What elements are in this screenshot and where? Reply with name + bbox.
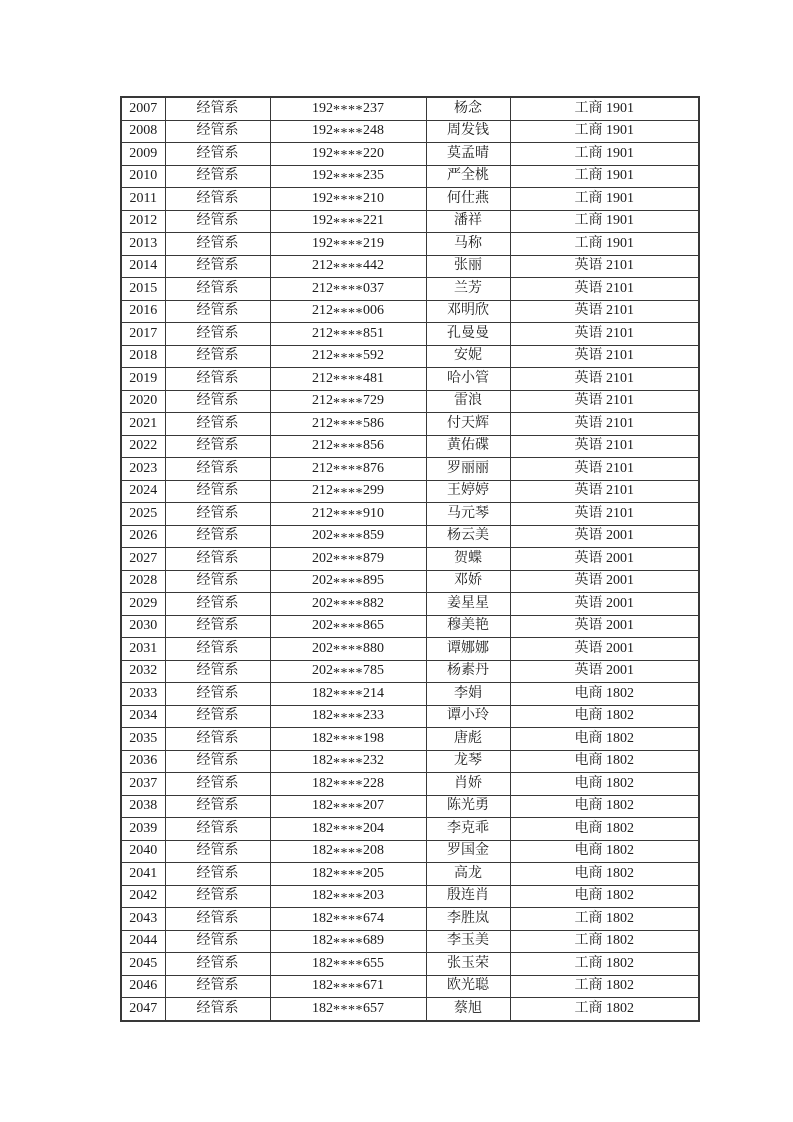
cell-department: 经管系 <box>165 975 270 998</box>
cell-index: 2032 <box>121 660 165 683</box>
cell-index: 2017 <box>121 323 165 346</box>
cell-student-id: 192****219 <box>270 233 426 256</box>
masked-digits: **** <box>333 598 363 614</box>
masked-digits: **** <box>333 125 363 141</box>
masked-digits: **** <box>333 328 363 344</box>
cell-department: 经管系 <box>165 750 270 773</box>
cell-class: 英语 2101 <box>510 458 699 481</box>
table-row <box>121 998 699 1021</box>
cell-class: 英语 2001 <box>510 593 699 616</box>
cell-student-id: 182****657 <box>270 998 426 1021</box>
student-roster-table <box>120 96 700 1022</box>
cell-name: 雷浪 <box>426 390 510 413</box>
cell-index: 2019 <box>121 368 165 391</box>
cell-student-id: 182****674 <box>270 908 426 931</box>
cell-student-id: 182****203 <box>270 885 426 908</box>
cell-department: 经管系 <box>165 143 270 166</box>
masked-digits: **** <box>333 170 363 186</box>
table-row <box>121 188 699 211</box>
cell-name: 付天辉 <box>426 413 510 436</box>
masked-digits: **** <box>333 710 363 726</box>
cell-index: 2046 <box>121 975 165 998</box>
cell-class: 英语 2101 <box>510 503 699 526</box>
masked-digits: **** <box>333 283 363 299</box>
table-row <box>121 773 699 796</box>
masked-digits: **** <box>333 935 363 951</box>
cell-student-id: 212****910 <box>270 503 426 526</box>
cell-department: 经管系 <box>165 930 270 953</box>
masked-digits: **** <box>333 148 363 164</box>
table-row <box>121 413 699 436</box>
table-row <box>121 368 699 391</box>
table-row <box>121 975 699 998</box>
cell-index: 2040 <box>121 840 165 863</box>
cell-class: 英语 2001 <box>510 570 699 593</box>
table-row <box>121 885 699 908</box>
masked-digits: **** <box>333 508 363 524</box>
cell-class: 英语 2001 <box>510 660 699 683</box>
cell-index: 2030 <box>121 615 165 638</box>
cell-student-id: 182****228 <box>270 773 426 796</box>
table-row <box>121 255 699 278</box>
masked-digits: **** <box>333 1003 363 1019</box>
masked-digits: **** <box>333 305 363 321</box>
cell-index: 2039 <box>121 818 165 841</box>
cell-class: 工商 1901 <box>510 233 699 256</box>
cell-student-id: 182****204 <box>270 818 426 841</box>
cell-department: 经管系 <box>165 998 270 1021</box>
cell-index: 2033 <box>121 683 165 706</box>
cell-index: 2041 <box>121 863 165 886</box>
masked-digits: **** <box>333 260 363 276</box>
cell-department: 经管系 <box>165 165 270 188</box>
cell-class: 工商 1802 <box>510 975 699 998</box>
cell-class: 英语 2001 <box>510 548 699 571</box>
cell-index: 2016 <box>121 300 165 323</box>
cell-class: 工商 1901 <box>510 165 699 188</box>
cell-student-id: 212****876 <box>270 458 426 481</box>
cell-name: 杨念 <box>426 97 510 120</box>
cell-department: 经管系 <box>165 840 270 863</box>
cell-department: 经管系 <box>165 705 270 728</box>
masked-digits: **** <box>333 193 363 209</box>
cell-department: 经管系 <box>165 368 270 391</box>
table-row <box>121 683 699 706</box>
table-row <box>121 233 699 256</box>
cell-student-id: 182****671 <box>270 975 426 998</box>
cell-name: 孔曼曼 <box>426 323 510 346</box>
table-row <box>121 750 699 773</box>
cell-index: 2023 <box>121 458 165 481</box>
cell-student-id: 182****689 <box>270 930 426 953</box>
cell-student-id: 182****198 <box>270 728 426 751</box>
masked-digits: **** <box>333 215 363 231</box>
cell-student-id: 212****481 <box>270 368 426 391</box>
table-row <box>121 728 699 751</box>
cell-index: 2042 <box>121 885 165 908</box>
cell-name: 黄佑碟 <box>426 435 510 458</box>
cell-index: 2037 <box>121 773 165 796</box>
table-row <box>121 323 699 346</box>
cell-class: 电商 1802 <box>510 885 699 908</box>
cell-name: 龙琴 <box>426 750 510 773</box>
table-row <box>121 638 699 661</box>
cell-student-id: 182****214 <box>270 683 426 706</box>
cell-index: 2022 <box>121 435 165 458</box>
table-row <box>121 458 699 481</box>
cell-index: 2038 <box>121 795 165 818</box>
cell-index: 2027 <box>121 548 165 571</box>
cell-department: 经管系 <box>165 615 270 638</box>
cell-class: 工商 1901 <box>510 188 699 211</box>
cell-name: 张玉荣 <box>426 953 510 976</box>
table-row <box>121 818 699 841</box>
masked-digits: **** <box>333 238 363 254</box>
cell-class: 电商 1802 <box>510 863 699 886</box>
masked-digits: **** <box>333 823 363 839</box>
cell-name: 蔡旭 <box>426 998 510 1021</box>
cell-class: 工商 1802 <box>510 998 699 1021</box>
cell-class: 英语 2001 <box>510 638 699 661</box>
cell-class: 电商 1802 <box>510 840 699 863</box>
cell-name: 杨云美 <box>426 525 510 548</box>
cell-department: 经管系 <box>165 908 270 931</box>
cell-department: 经管系 <box>165 818 270 841</box>
cell-class: 工商 1802 <box>510 953 699 976</box>
cell-department: 经管系 <box>165 278 270 301</box>
masked-digits: **** <box>333 575 363 591</box>
cell-student-id: 202****865 <box>270 615 426 638</box>
cell-class: 英语 2101 <box>510 413 699 436</box>
cell-index: 2044 <box>121 930 165 953</box>
cell-department: 经管系 <box>165 300 270 323</box>
masked-digits: **** <box>333 395 363 411</box>
cell-name: 王婷婷 <box>426 480 510 503</box>
table-row <box>121 908 699 931</box>
cell-department: 经管系 <box>165 683 270 706</box>
table-row <box>121 143 699 166</box>
cell-name: 唐彪 <box>426 728 510 751</box>
table-row <box>121 593 699 616</box>
masked-digits: **** <box>333 350 363 366</box>
cell-name: 李克乖 <box>426 818 510 841</box>
cell-class: 工商 1802 <box>510 930 699 953</box>
cell-department: 经管系 <box>165 953 270 976</box>
cell-student-id: 212****037 <box>270 278 426 301</box>
table-row <box>121 795 699 818</box>
cell-class: 英语 2101 <box>510 390 699 413</box>
cell-department: 经管系 <box>165 885 270 908</box>
masked-digits: **** <box>333 665 363 681</box>
masked-digits: **** <box>333 418 363 434</box>
masked-digits: **** <box>333 913 363 929</box>
cell-index: 2014 <box>121 255 165 278</box>
cell-name: 谭小玲 <box>426 705 510 728</box>
cell-class: 工商 1802 <box>510 908 699 931</box>
cell-student-id: 182****232 <box>270 750 426 773</box>
cell-department: 经管系 <box>165 525 270 548</box>
cell-index: 2020 <box>121 390 165 413</box>
cell-name: 陈光勇 <box>426 795 510 818</box>
cell-name: 严全桃 <box>426 165 510 188</box>
table-row <box>121 345 699 368</box>
cell-department: 经管系 <box>165 458 270 481</box>
cell-class: 电商 1802 <box>510 728 699 751</box>
cell-student-id: 182****233 <box>270 705 426 728</box>
cell-name: 马称 <box>426 233 510 256</box>
cell-class: 电商 1802 <box>510 795 699 818</box>
table-row <box>121 953 699 976</box>
cell-name: 高龙 <box>426 863 510 886</box>
cell-student-id: 192****235 <box>270 165 426 188</box>
cell-name: 安妮 <box>426 345 510 368</box>
table-body <box>121 97 699 1021</box>
cell-class: 电商 1802 <box>510 818 699 841</box>
cell-department: 经管系 <box>165 188 270 211</box>
cell-index: 2035 <box>121 728 165 751</box>
masked-digits: **** <box>333 868 363 884</box>
cell-class: 英语 2101 <box>510 278 699 301</box>
cell-department: 经管系 <box>165 593 270 616</box>
cell-index: 2029 <box>121 593 165 616</box>
cell-department: 经管系 <box>165 120 270 143</box>
cell-student-id: 192****221 <box>270 210 426 233</box>
cell-name: 罗丽丽 <box>426 458 510 481</box>
cell-student-id: 212****851 <box>270 323 426 346</box>
cell-department: 经管系 <box>165 728 270 751</box>
cell-name: 邓明欣 <box>426 300 510 323</box>
cell-class: 英语 2101 <box>510 300 699 323</box>
cell-index: 2024 <box>121 480 165 503</box>
cell-class: 英语 2101 <box>510 480 699 503</box>
cell-student-id: 182****208 <box>270 840 426 863</box>
cell-class: 英语 2101 <box>510 345 699 368</box>
table-row <box>121 503 699 526</box>
cell-student-id: 212****586 <box>270 413 426 436</box>
cell-student-id: 212****442 <box>270 255 426 278</box>
table-row <box>121 210 699 233</box>
cell-department: 经管系 <box>165 233 270 256</box>
table-row <box>121 570 699 593</box>
cell-index: 2021 <box>121 413 165 436</box>
cell-name: 马元琴 <box>426 503 510 526</box>
cell-student-id: 202****895 <box>270 570 426 593</box>
cell-department: 经管系 <box>165 97 270 120</box>
cell-class: 电商 1802 <box>510 750 699 773</box>
cell-name: 谭娜娜 <box>426 638 510 661</box>
cell-index: 2009 <box>121 143 165 166</box>
masked-digits: **** <box>333 688 363 704</box>
cell-department: 经管系 <box>165 548 270 571</box>
cell-student-id: 192****248 <box>270 120 426 143</box>
cell-name: 欧光聪 <box>426 975 510 998</box>
table-row <box>121 930 699 953</box>
cell-index: 2018 <box>121 345 165 368</box>
masked-digits: **** <box>333 530 363 546</box>
masked-digits: **** <box>333 463 363 479</box>
cell-index: 2047 <box>121 998 165 1021</box>
masked-digits: **** <box>333 980 363 996</box>
cell-name: 杨素丹 <box>426 660 510 683</box>
table-row <box>121 300 699 323</box>
cell-department: 经管系 <box>165 413 270 436</box>
cell-index: 2012 <box>121 210 165 233</box>
cell-index: 2011 <box>121 188 165 211</box>
cell-department: 经管系 <box>165 345 270 368</box>
table-row <box>121 165 699 188</box>
cell-department: 经管系 <box>165 323 270 346</box>
cell-student-id: 212****299 <box>270 480 426 503</box>
table-row <box>121 525 699 548</box>
cell-student-id: 202****880 <box>270 638 426 661</box>
cell-student-id: 192****210 <box>270 188 426 211</box>
cell-student-id: 182****207 <box>270 795 426 818</box>
cell-name: 兰芳 <box>426 278 510 301</box>
cell-name: 张丽 <box>426 255 510 278</box>
table-row <box>121 548 699 571</box>
cell-class: 英语 2001 <box>510 525 699 548</box>
masked-digits: **** <box>333 733 363 749</box>
cell-department: 经管系 <box>165 435 270 458</box>
cell-department: 经管系 <box>165 210 270 233</box>
cell-name: 哈小管 <box>426 368 510 391</box>
cell-index: 2045 <box>121 953 165 976</box>
cell-index: 2007 <box>121 97 165 120</box>
cell-index: 2010 <box>121 165 165 188</box>
cell-student-id: 192****220 <box>270 143 426 166</box>
cell-student-id: 202****882 <box>270 593 426 616</box>
cell-name: 姜星星 <box>426 593 510 616</box>
cell-department: 经管系 <box>165 480 270 503</box>
cell-class: 工商 1901 <box>510 97 699 120</box>
table-row <box>121 705 699 728</box>
cell-class: 英语 2101 <box>510 368 699 391</box>
masked-digits: **** <box>333 103 363 119</box>
cell-index: 2028 <box>121 570 165 593</box>
cell-class: 电商 1802 <box>510 683 699 706</box>
cell-department: 经管系 <box>165 503 270 526</box>
table-row <box>121 840 699 863</box>
masked-digits: **** <box>333 845 363 861</box>
cell-student-id: 202****859 <box>270 525 426 548</box>
table-row <box>121 97 699 120</box>
cell-name: 何仕燕 <box>426 188 510 211</box>
masked-digits: **** <box>333 485 363 501</box>
cell-name: 李玉美 <box>426 930 510 953</box>
cell-index: 2034 <box>121 705 165 728</box>
table-row <box>121 615 699 638</box>
cell-department: 经管系 <box>165 570 270 593</box>
cell-department: 经管系 <box>165 773 270 796</box>
cell-name: 周发钱 <box>426 120 510 143</box>
cell-name: 李娟 <box>426 683 510 706</box>
cell-index: 2026 <box>121 525 165 548</box>
cell-index: 2013 <box>121 233 165 256</box>
cell-class: 英语 2001 <box>510 615 699 638</box>
cell-department: 经管系 <box>165 660 270 683</box>
table-row <box>121 863 699 886</box>
cell-name: 潘祥 <box>426 210 510 233</box>
masked-digits: **** <box>333 778 363 794</box>
cell-class: 英语 2101 <box>510 435 699 458</box>
cell-department: 经管系 <box>165 863 270 886</box>
table-row <box>121 435 699 458</box>
cell-name: 莫孟晴 <box>426 143 510 166</box>
masked-digits: **** <box>333 958 363 974</box>
cell-student-id: 202****879 <box>270 548 426 571</box>
cell-name: 肖娇 <box>426 773 510 796</box>
cell-index: 2043 <box>121 908 165 931</box>
masked-digits: **** <box>333 373 363 389</box>
table-row <box>121 480 699 503</box>
cell-class: 工商 1901 <box>510 210 699 233</box>
masked-digits: **** <box>333 890 363 906</box>
masked-digits: **** <box>333 440 363 456</box>
cell-class: 英语 2101 <box>510 255 699 278</box>
cell-student-id: 212****006 <box>270 300 426 323</box>
cell-department: 经管系 <box>165 390 270 413</box>
table-row <box>121 660 699 683</box>
masked-digits: **** <box>333 755 363 771</box>
cell-student-id: 212****592 <box>270 345 426 368</box>
cell-index: 2031 <box>121 638 165 661</box>
cell-name: 邓娇 <box>426 570 510 593</box>
cell-class: 电商 1802 <box>510 705 699 728</box>
cell-student-id: 212****856 <box>270 435 426 458</box>
cell-student-id: 192****237 <box>270 97 426 120</box>
cell-student-id: 212****729 <box>270 390 426 413</box>
cell-index: 2015 <box>121 278 165 301</box>
cell-class: 电商 1802 <box>510 773 699 796</box>
cell-department: 经管系 <box>165 255 270 278</box>
masked-digits: **** <box>333 553 363 569</box>
cell-class: 工商 1901 <box>510 120 699 143</box>
cell-name: 穆美艳 <box>426 615 510 638</box>
masked-digits: **** <box>333 643 363 659</box>
cell-index: 2036 <box>121 750 165 773</box>
cell-student-id: 182****205 <box>270 863 426 886</box>
cell-student-id: 182****655 <box>270 953 426 976</box>
cell-name: 殷连肖 <box>426 885 510 908</box>
table-row <box>121 390 699 413</box>
cell-department: 经管系 <box>165 638 270 661</box>
masked-digits: **** <box>333 800 363 816</box>
table-row <box>121 278 699 301</box>
cell-class: 工商 1901 <box>510 143 699 166</box>
masked-digits: **** <box>333 620 363 636</box>
cell-student-id: 202****785 <box>270 660 426 683</box>
cell-name: 罗国金 <box>426 840 510 863</box>
cell-name: 李胜岚 <box>426 908 510 931</box>
cell-class: 英语 2101 <box>510 323 699 346</box>
cell-department: 经管系 <box>165 795 270 818</box>
table-row <box>121 120 699 143</box>
cell-index: 2025 <box>121 503 165 526</box>
cell-name: 贺蝶 <box>426 548 510 571</box>
cell-index: 2008 <box>121 120 165 143</box>
